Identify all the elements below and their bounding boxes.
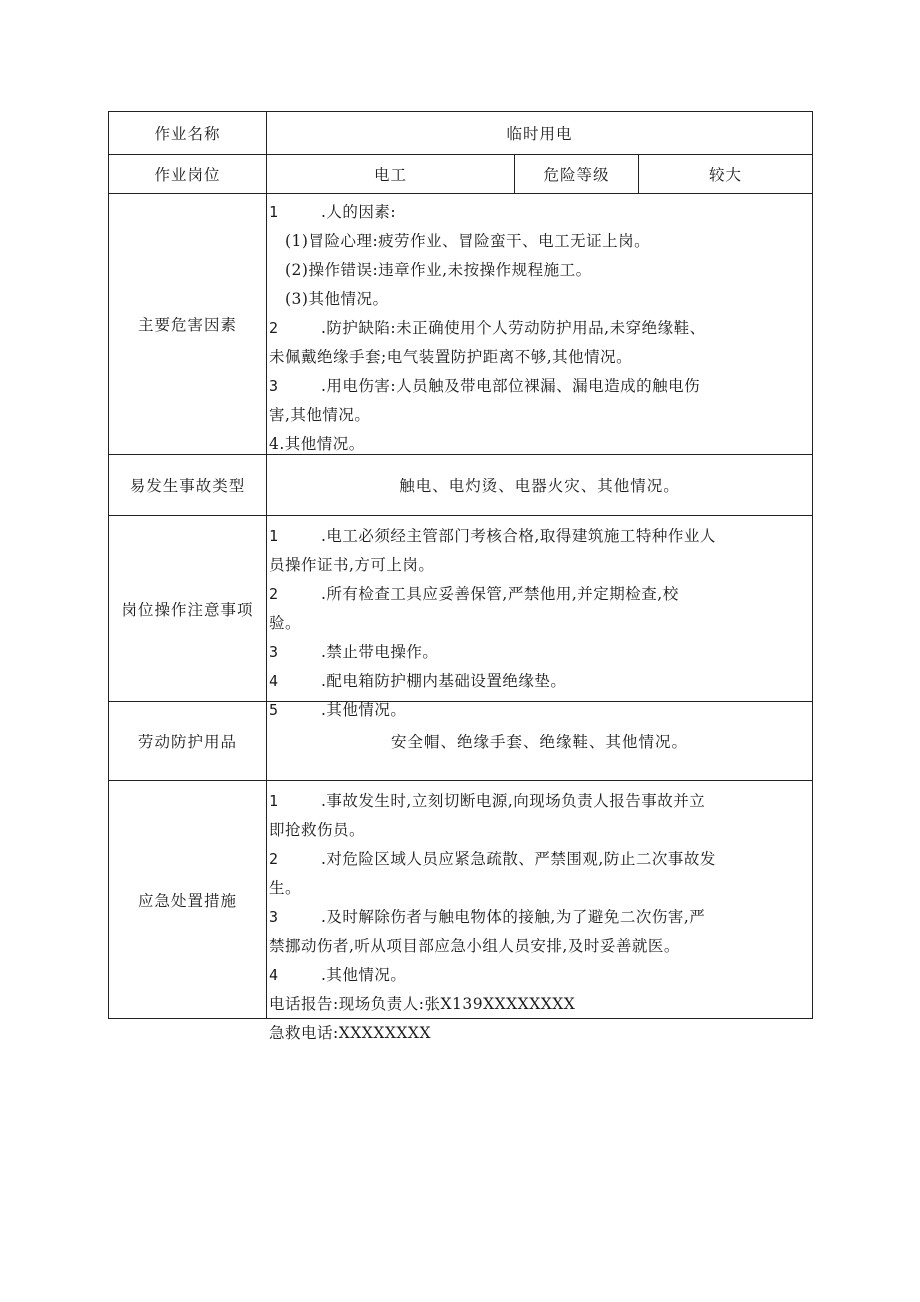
job-post-value: 电工	[267, 155, 515, 194]
note-item-1-continued: 员操作证书,方可上岗。	[269, 556, 435, 574]
emergency-row	[109, 781, 813, 1019]
operation-notes-label: 岗位操作注意事项	[109, 516, 267, 702]
accident-type-value: 触电、电灼烫、电器火灾、其他情况。	[267, 455, 813, 516]
hazard-item-3	[269, 372, 804, 401]
hazard-item-2-continued: 未佩戴绝缘手套;电气装置防护距离不够,其他情况。	[269, 348, 633, 366]
hazard-subitem-3: (3)其他情况。	[285, 290, 389, 308]
note-item-2-continued: 验。	[269, 614, 302, 632]
risk-level-value: 较大	[639, 155, 813, 194]
hazard-item-1	[269, 198, 804, 227]
job-name-value: 临时用电	[267, 112, 813, 155]
job-post-row	[109, 155, 813, 194]
note-item-3	[269, 638, 804, 667]
list-text: .对危险区域人员应紧急疏散、严禁围观,防止二次事故发	[321, 850, 716, 868]
phone-report: 电话报告:现场负责人:张X139XXXXXXXX	[269, 995, 576, 1013]
list-text: .电工必须经主管部门考核合格,取得建筑施工特种作业人	[321, 527, 716, 545]
list-text: .人的因素:	[321, 203, 397, 221]
rescue-phone: 急救电话:XXXXXXXX	[269, 1024, 431, 1042]
emergency-item-2	[269, 845, 804, 874]
emergency-label: 应急处置措施	[109, 781, 267, 1019]
list-text: .禁止带电操作。	[321, 643, 439, 661]
list-text: .事故发生时,立刻切断电源,向现场负责人报告事故并立	[321, 792, 706, 810]
list-number: 1	[269, 792, 279, 810]
hazard-subitem-2: (2)操作错误:违章作业,未按操作规程施工。	[285, 261, 592, 279]
note-item-1	[269, 522, 804, 551]
list-number: 4	[269, 672, 279, 690]
ppe-value: 安全帽、绝缘手套、绝缘鞋、其他情况。	[267, 702, 813, 781]
list-text: .其他情况。	[321, 966, 407, 984]
list-text: .防护缺陷:未正确使用个人劳动防护用品,未穿绝缘鞋、	[321, 319, 706, 337]
note-item-2	[269, 580, 804, 609]
emergency-item-1-continued: 即抢救伤员。	[269, 821, 366, 839]
emergency-item-2-continued: 生。	[269, 879, 302, 897]
list-number: 2	[269, 850, 279, 868]
accident-type-label: 易发生事故类型	[109, 455, 267, 516]
list-number: 1	[269, 527, 279, 545]
list-number: 3	[269, 908, 279, 926]
list-text: .及时解除伤者与触电物体的接触,为了避免二次伤害,严	[321, 908, 706, 926]
list-number: 3	[269, 643, 279, 661]
list-text: .所有检查工具应妥善保管,严禁他用,并定期检查,校	[321, 585, 679, 603]
operation-notes-list	[267, 516, 813, 719]
hazard-item-3-continued: 害,其他情况。	[269, 406, 371, 424]
list-number: 2	[269, 319, 279, 337]
ppe-label: 劳动防护用品	[109, 702, 267, 781]
list-text: .配电箱防护棚内基础设置绝缘垫。	[321, 672, 567, 690]
list-number: 4	[269, 966, 279, 984]
accident-type-row	[109, 455, 813, 516]
list-number: 2	[269, 585, 279, 603]
hazards-row	[109, 194, 813, 455]
risk-level-label: 危险等级	[515, 155, 639, 194]
job-name-row	[109, 112, 813, 155]
list-number: 1	[269, 203, 279, 221]
hazard-info-table	[108, 111, 813, 1042]
hazard-item-4: 4.其他情况。	[269, 435, 365, 453]
emergency-item-3-continued: 禁挪动伤者,听从项目部应急小组人员安排,及时妥善就医。	[269, 937, 680, 955]
hazard-subitem-1: (1)冒险心理:疲劳作业、冒险蛮干、电工无证上岗。	[285, 232, 651, 250]
job-post-label: 作业岗位	[109, 155, 267, 194]
list-number: 5	[269, 701, 279, 719]
note-item-4	[269, 667, 804, 696]
hazards-label: 主要危害因素	[109, 194, 267, 455]
emergency-item-1	[269, 787, 804, 816]
operation-notes-row	[109, 516, 813, 702]
list-text: .用电伤害:人员触及带电部位裸漏、漏电造成的触电伤	[321, 377, 701, 395]
emergency-list	[267, 781, 813, 1042]
hazards-list	[267, 194, 813, 455]
list-number: 3	[269, 377, 279, 395]
emergency-item-3	[269, 903, 804, 932]
ppe-row	[109, 702, 813, 781]
emergency-item-4	[269, 961, 804, 990]
job-name-label: 作业名称	[109, 112, 267, 155]
list-text: .其他情况。	[321, 701, 407, 719]
hazard-item-2	[269, 314, 804, 343]
